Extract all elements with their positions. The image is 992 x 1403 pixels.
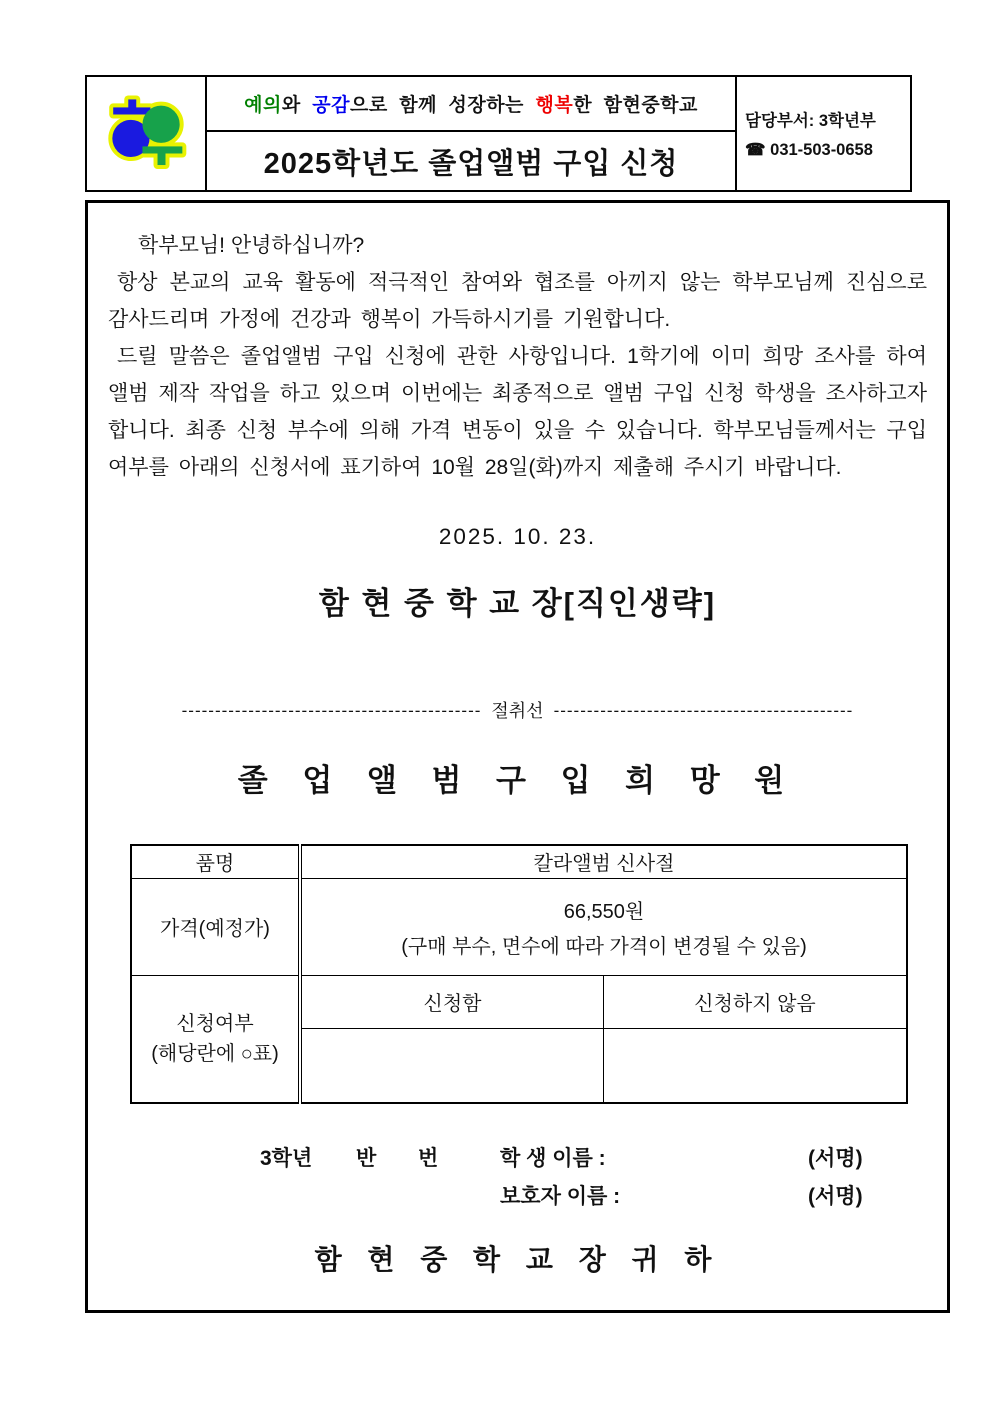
price-note: (구매 부수, 면수에 따라 가격이 변경될 수 있음)	[401, 935, 807, 958]
header-table	[85, 75, 912, 192]
student-signature-row	[108, 1136, 927, 1174]
header-contact-cell	[735, 77, 910, 190]
school-slogan	[207, 77, 735, 132]
product-value-cell: 칼라앨범 신사절	[300, 845, 907, 878]
slogan-part-yeui: 예의	[244, 95, 282, 116]
guardian-name-label: 보호자 이름 :	[500, 1185, 621, 1208]
grade-label: 3학년	[260, 1147, 313, 1170]
class-blank-label: 반	[356, 1147, 377, 1170]
number-blank-label: 번	[418, 1147, 439, 1170]
slogan-part: 한 함현중학교	[573, 95, 698, 116]
product-header-cell: 품명	[131, 845, 300, 878]
phone-number: ☎ 031-503-0658	[745, 141, 873, 159]
slogan-part-gonggam: 공감	[312, 95, 350, 116]
guardian-sign-label: (서명)	[808, 1185, 863, 1208]
issue-date: 2025. 10. 23.	[438, 524, 597, 549]
cut-line	[108, 698, 927, 724]
paragraph-thanks: 항상 본교의 교육 활동에 적극적인 참여와 협조를 아끼지 않는 학부모님께 진심으로 감사드리며 가정에 건강과 행복이 가득하시기를 기원합니다.	[108, 271, 927, 331]
form-title: 졸 업 앨 범 구 입 희 망 원	[237, 763, 798, 798]
option-yes-header: 신청함	[300, 975, 604, 1028]
cut-line-label: 절취선	[491, 701, 544, 721]
student-name-label: 학 생 이름 :	[500, 1147, 606, 1170]
price-amount: 66,550원	[563, 900, 645, 923]
notice-body-box	[85, 200, 950, 1313]
slogan-part: 으로 함께 성장하는	[349, 95, 536, 116]
cut-line-dashes-right: ---------------------------------------------	[553, 701, 854, 720]
document-title: 2025학년도 졸업앨범 구입 신청	[263, 147, 679, 180]
guardian-signature-row	[108, 1174, 927, 1212]
price-value-cell	[300, 878, 907, 975]
school-logo-icon	[100, 95, 192, 173]
table-row-product	[131, 845, 907, 878]
option-no-header: 신청하지 않음	[604, 975, 908, 1028]
price-label-cell: 가격(예정가)	[131, 878, 300, 975]
slogan-part: 와	[281, 95, 313, 116]
apply-label-line1: 신청여부	[176, 1012, 254, 1035]
slogan-part-haengbok: 행복	[535, 95, 574, 116]
header-center-cell	[207, 77, 735, 190]
addressee-line: 함 현 중 학 교 장 귀 하	[314, 1244, 721, 1275]
student-sign-label: (서명)	[808, 1147, 863, 1170]
purchase-form-table	[130, 844, 908, 1104]
cut-line-dashes-left: ---------------------------------------------	[181, 701, 482, 720]
option-no-mark-cell[interactable]	[604, 1028, 908, 1103]
table-row-price	[131, 878, 907, 975]
apply-label-line2: (해당란에 ○표)	[151, 1042, 279, 1065]
principal-signature: 함 현 중 학 교 장[직인생략]	[318, 586, 717, 621]
department-label: 담당부서: 3학년부	[745, 112, 876, 130]
apply-label-cell	[131, 975, 300, 1103]
greeting-line: 학부모님! 안녕하십니까?	[138, 234, 365, 257]
option-yes-mark-cell[interactable]	[300, 1028, 604, 1103]
table-row-apply-options	[131, 975, 907, 1028]
paragraph-notice: 드릴 말씀은 졸업앨범 구입 신청에 관한 사항입니다. 1학기에 이미 희망 조사를 하여 앨범 제작 작업을 하고 있으며 이번에는 최종적으로 앨범 구입 신청 학생을 조사하고자 합니다. 최종 신청 부수에 의해 가격 변동이 있을 수 있습니다. 학부모님들께서는 구입 여부를 아래의 신청서에 표기하여 10월 28일(화)까지 제출해 주시기 바랍니다.	[108, 345, 927, 479]
logo-cell	[87, 77, 207, 190]
